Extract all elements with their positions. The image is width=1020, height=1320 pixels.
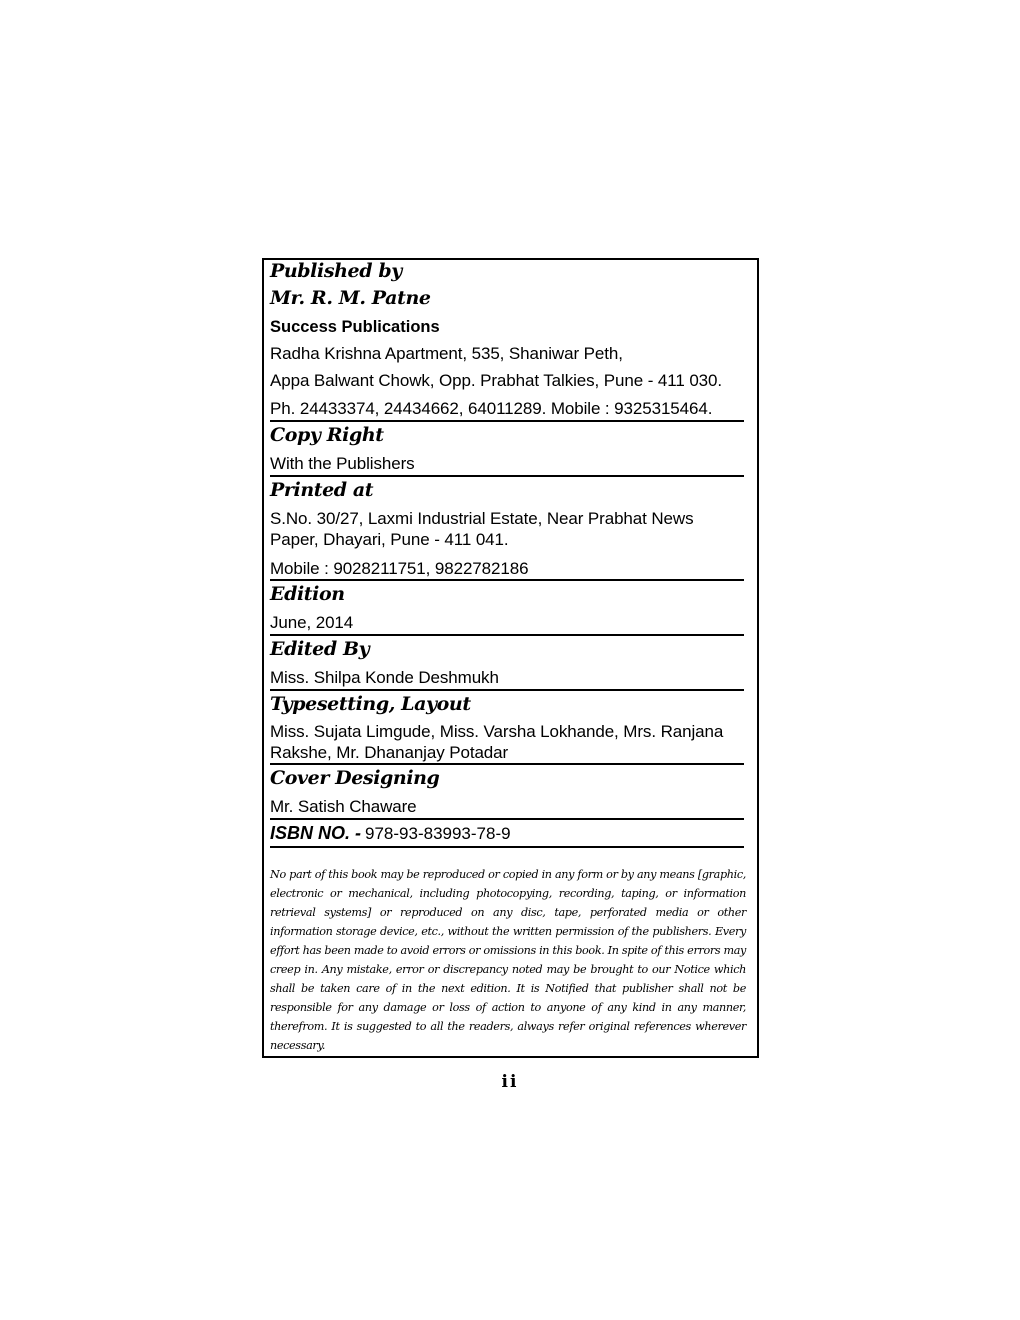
section-divider [270, 420, 744, 422]
page-number: ii [501, 1072, 519, 1092]
address-line-2: Appa Balwant Chowk, Opp. Prabhat Talkies, Pune - 411 030. [270, 371, 723, 390]
printed-at-address: S.No. 30/27, Laxmi Industrial Estate, Near Prabhat News Paper, Dhayari, Pune - 411 041. [270, 509, 694, 549]
typesetting-value: Miss. Sujata Limgude, Miss. Varsha Lokhande, Mrs. Ranjana Rakshe, Mr. Dhananjay Potadar [270, 722, 724, 762]
printed-at-mobile: Mobile : 9028211751, 9822782186 [270, 559, 529, 578]
company-name: Success Publications [270, 318, 440, 336]
copyright-value: With the Publishers [270, 454, 415, 473]
section-divider [270, 763, 744, 765]
published-by-heading: Published by [270, 260, 402, 282]
printed-at-heading: Printed at [270, 479, 374, 501]
phone-line: Ph. 24433374, 24434662, 64011289. Mobile : 9325315464. [270, 399, 713, 418]
edited-by-heading: Edited By [270, 638, 370, 660]
isbn-value: 978-93-83993-78-9 [365, 824, 511, 843]
section-divider [270, 579, 744, 581]
copyright-heading: Copy Right [270, 424, 384, 446]
edition-heading: Edition [270, 583, 345, 605]
cover-designing-value: Mr. Satish Chaware [270, 797, 417, 816]
copyright-notice: No part of this book may be reproduced or copied in any form or by any means [graphic, electronic or mechanical, including photocopying, recording, taping, or information retrieval systems] or reproduced on any disc, tape, perforated media or other information storage device, etc., without the written permission of the publishers. Every effort has been made to avoid errors or omissions in this book. In spite of this errors may creep in. Any mistake, error or discrepancy noted may be brought to our Notice which shall be taken care of in the next edition. It is Notified that publisher shall not be responsible for any damage or loss of action to anyone of any kind in any manner, therefrom. It is suggested to all the readers, always refer original references wherever necessary. [270, 868, 746, 1052]
section-divider [270, 689, 744, 691]
section-divider [270, 634, 744, 636]
cover-designing-heading: Cover Designing [270, 767, 440, 789]
imprint-box [262, 258, 759, 1058]
typesetting-heading: Typesetting, Layout [270, 693, 471, 715]
isbn-line [270, 823, 744, 844]
isbn-label: ISBN NO. - [270, 823, 362, 843]
imprint-content [270, 260, 744, 1056]
section-divider [270, 846, 744, 848]
section-divider [270, 475, 744, 477]
section-divider [270, 818, 744, 820]
address-line-1: Radha Krishna Apartment, 535, Shaniwar Peth, [270, 344, 623, 363]
publisher-name: Mr. R. M. Patne [270, 287, 431, 309]
edition-value: June, 2014 [270, 613, 354, 632]
edited-by-value: Miss. Shilpa Konde Deshmukh [270, 668, 499, 687]
